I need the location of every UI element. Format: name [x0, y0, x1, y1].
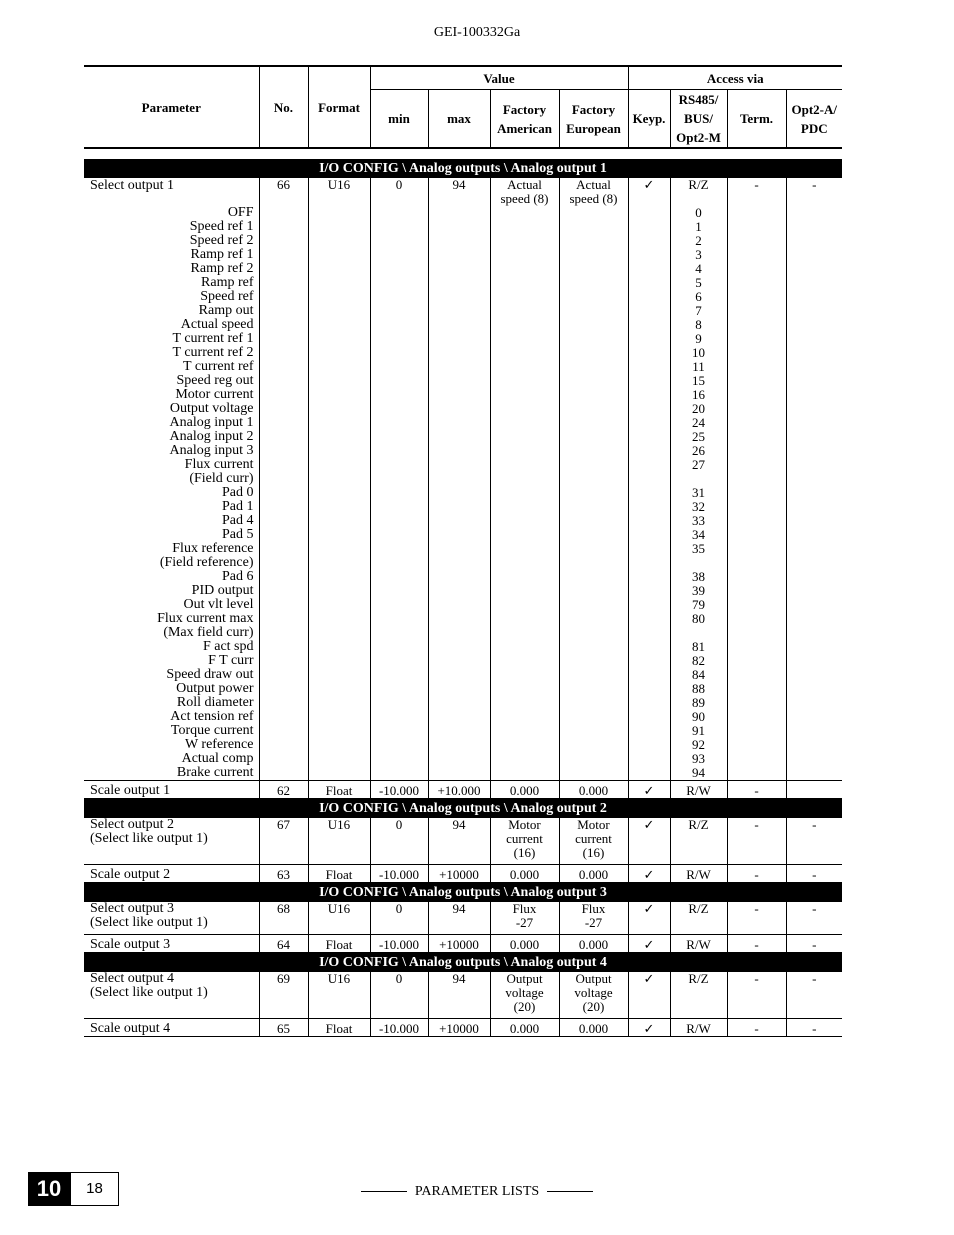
enum-option-label: Pad 1	[222, 499, 254, 514]
param-term: -	[727, 178, 786, 781]
param-min: -10.000	[370, 865, 428, 883]
param-term: -	[727, 972, 786, 1019]
enum-option-label: Analog input 1	[169, 415, 254, 430]
param-name-note: (Select like output 1)	[90, 831, 208, 846]
param-name: Select output 4	[90, 971, 174, 986]
param-factory-european: 0.000	[559, 781, 628, 799]
header-min: min	[370, 90, 428, 149]
param-factory-american: 0.000	[490, 1019, 559, 1037]
param-format: Float	[308, 781, 370, 799]
enum-option-label: Ramp ref	[201, 275, 254, 290]
enum-option-label: Output voltage	[169, 401, 254, 416]
param-min: 0	[370, 972, 428, 1019]
enum-option-value: 2	[695, 233, 702, 248]
enum-option-label: Pad 6	[222, 569, 254, 584]
enum-option-label: Speed reg out	[176, 373, 254, 388]
table-row	[84, 902, 842, 935]
param-no: 64	[259, 935, 308, 953]
enum-option-value	[671, 556, 727, 570]
header-factory-european	[559, 90, 628, 149]
param-name-cell	[84, 972, 259, 1019]
param-opt2	[786, 781, 842, 799]
enum-option-value: 84	[692, 667, 705, 682]
table-row	[84, 935, 842, 953]
enum-option-label: Analog input 2	[169, 429, 254, 444]
enum-option-label: W reference	[184, 737, 254, 752]
enum-option-value: 3	[695, 247, 702, 262]
enum-option-value: 81	[692, 639, 705, 654]
factory-american-line2: speed (8)	[500, 191, 549, 206]
section-title: I/O CONFIG \ Analog outputs \ Analog output 4	[84, 953, 842, 973]
enum-option-value: 11	[692, 359, 705, 374]
param-rs485: R/W	[670, 935, 727, 953]
param-format: U16	[308, 178, 370, 781]
param-name: Scale output 2	[84, 865, 259, 883]
param-opt2: -	[786, 902, 842, 935]
table-row	[84, 818, 842, 865]
header-value: Value	[370, 66, 628, 90]
section-title-row	[84, 799, 842, 819]
enum-option-value: 1	[695, 219, 702, 234]
parameter-table-container	[84, 65, 842, 1037]
enum-option-value: 10	[692, 345, 705, 360]
enum-option-label: Roll diameter	[176, 695, 254, 710]
enum-option-value: 25	[692, 429, 705, 444]
enum-option-label: Out vlt level	[183, 597, 254, 612]
param-keypad: ✓	[628, 865, 670, 883]
param-term: -	[727, 818, 786, 865]
param-format: Float	[308, 935, 370, 953]
param-rs485: R/Z	[670, 972, 727, 1019]
param-term: -	[727, 781, 786, 799]
param-max: 94	[428, 818, 490, 865]
param-format: U16	[308, 818, 370, 865]
param-factory-american: 0.000	[490, 865, 559, 883]
enum-option-label: Speed ref 1	[189, 219, 254, 234]
param-name: Scale output 3	[84, 935, 259, 953]
enum-option-value: 89	[692, 695, 705, 710]
enum-option-value: 93	[692, 751, 705, 766]
param-rs485: R/Z	[670, 902, 727, 935]
enum-option-value	[671, 472, 727, 486]
table-row	[84, 178, 842, 781]
param-no: 68	[259, 902, 308, 935]
factory-american-line2: voltage	[505, 985, 544, 1000]
page-number: 18	[70, 1172, 119, 1206]
param-term: -	[727, 935, 786, 953]
param-name-cell	[84, 902, 259, 935]
param-factory-european: 0.000	[559, 1019, 628, 1037]
param-factory-american: 0.000	[490, 781, 559, 799]
param-keypad: ✓	[628, 818, 670, 865]
param-min: -10.000	[370, 935, 428, 953]
factory-european-line2: -27	[584, 915, 603, 930]
enum-option-value: 16	[692, 387, 705, 402]
param-name: Select output 3	[90, 901, 174, 916]
param-keypad: ✓	[628, 935, 670, 953]
enum-option-label: Analog input 3	[169, 443, 254, 458]
param-term: -	[727, 1019, 786, 1037]
param-factory-european: 0.000	[559, 865, 628, 883]
header-factory-european-line2: European	[566, 120, 621, 136]
param-no: 67	[259, 818, 308, 865]
document-id: GEI-100332Ga	[433, 25, 521, 40]
header-rs485-line2: BUS/	[684, 111, 713, 126]
enum-option-value: 7	[695, 303, 702, 318]
enum-option-label: Ramp out	[198, 303, 254, 318]
enum-option-value: 5	[695, 275, 702, 290]
enum-option-label: (Max field curr)	[163, 625, 254, 640]
param-name-note: (Select like output 1)	[90, 985, 208, 1000]
enum-option-label: (Field reference)	[159, 555, 254, 570]
param-keypad: ✓	[628, 1019, 670, 1037]
param-no: 62	[259, 781, 308, 799]
enum-option-value: 39	[692, 583, 705, 598]
param-factory-american	[490, 902, 559, 935]
param-opt2: -	[786, 178, 842, 781]
header-access-via: Access via	[628, 66, 842, 90]
enum-option-label: Actual comp	[181, 751, 254, 766]
footer-section-title	[0, 1184, 954, 1200]
enum-option-label: F act spd	[202, 639, 254, 654]
param-no: 66	[259, 178, 308, 781]
enum-option-value: 34	[692, 527, 705, 542]
param-factory-american	[490, 178, 559, 781]
factory-european-line2: voltage	[574, 985, 613, 1000]
enum-option-label: Brake current	[176, 765, 254, 780]
param-no: 69	[259, 972, 308, 1019]
enum-option-label: Flux current	[184, 457, 254, 472]
enum-option-value: 33	[692, 513, 705, 528]
enum-option-value: 80	[692, 611, 705, 626]
enum-option-label: Pad 5	[222, 527, 254, 542]
param-opt2: -	[786, 972, 842, 1019]
enum-option-value: 38	[692, 569, 705, 584]
enum-option-label: Pad 4	[222, 513, 254, 528]
factory-european-line3: (16)	[582, 845, 605, 860]
header-opt2-line1: Opt2-A/	[791, 101, 837, 117]
enum-option-label: (Field curr)	[189, 471, 254, 486]
param-min: -10.000	[370, 1019, 428, 1037]
enum-option-value: 27	[692, 457, 705, 472]
header-term: Term.	[727, 90, 786, 149]
param-opt2: -	[786, 865, 842, 883]
enum-option-value: 31	[692, 485, 705, 500]
enum-option-label: OFF	[227, 205, 254, 220]
param-factory-european	[559, 902, 628, 935]
param-rs485: R/W	[670, 781, 727, 799]
param-keypad: ✓	[628, 781, 670, 799]
table-row	[84, 865, 842, 883]
factory-european-line2: current	[575, 831, 612, 846]
enum-option-label: F T curr	[208, 653, 254, 668]
enum-option-label: PID output	[191, 583, 254, 598]
enum-option-label: Speed draw out	[166, 667, 254, 682]
enum-option-label: Speed ref	[200, 289, 254, 304]
param-max: +10000	[428, 1019, 490, 1037]
footer-section-label: PARAMETER LISTS	[414, 1184, 540, 1199]
enum-option-value: 82	[692, 653, 705, 668]
enum-option-value: 4	[695, 261, 702, 276]
param-rs485: R/W	[670, 865, 727, 883]
header-no: No.	[259, 66, 308, 148]
factory-american-line1: Flux	[512, 901, 537, 916]
header-keypad: Keyp.	[628, 90, 670, 149]
param-format: U16	[308, 972, 370, 1019]
param-min: 0	[370, 178, 428, 781]
section-title: I/O CONFIG \ Analog outputs \ Analog output 3	[84, 883, 842, 903]
param-max: 94	[428, 902, 490, 935]
param-keypad: ✓	[628, 178, 670, 781]
factory-american-line2: -27	[515, 915, 534, 930]
enum-option-label: Speed ref 2	[189, 233, 254, 248]
param-max: 94	[428, 178, 490, 781]
enum-option-value: 32	[692, 499, 705, 514]
factory-american-line2: current	[506, 831, 543, 846]
enum-option-label: Ramp ref 1	[190, 247, 254, 262]
param-max: 94	[428, 972, 490, 1019]
enum-option-label: T current ref 1	[172, 331, 254, 346]
param-name-note: (Select like output 1)	[90, 915, 208, 930]
parameter-table	[84, 65, 842, 1037]
enum-option-value	[671, 626, 727, 640]
param-factory-european: 0.000	[559, 935, 628, 953]
footer-rule-left	[361, 1191, 407, 1192]
param-factory-european	[559, 178, 628, 781]
param-factory-american	[490, 818, 559, 865]
section-title-row	[84, 159, 842, 178]
param-max: +10000	[428, 865, 490, 883]
param-max: +10.000	[428, 781, 490, 799]
header-factory-american	[490, 90, 559, 149]
section-title: I/O CONFIG \ Analog outputs \ Analog output 1	[84, 159, 842, 178]
header-gap	[84, 148, 842, 159]
param-rs485: R/Z	[688, 177, 709, 192]
param-no: 63	[259, 865, 308, 883]
header-opt2	[786, 90, 842, 149]
param-max: +10000	[428, 935, 490, 953]
enum-option-value: 24	[692, 415, 705, 430]
footer-rule-right	[547, 1191, 593, 1192]
enum-option-value: 8	[695, 317, 702, 332]
param-no: 65	[259, 1019, 308, 1037]
table-row	[84, 1019, 842, 1037]
enum-option-label: Act tension ref	[170, 709, 254, 724]
param-min: 0	[370, 902, 428, 935]
param-name: Select output 1	[90, 178, 174, 193]
enum-label-list	[90, 206, 259, 780]
enum-option-value: 26	[692, 443, 705, 458]
enum-option-label: Ramp ref 2	[190, 261, 254, 276]
param-rs485: R/Z	[670, 818, 727, 865]
param-factory-european	[559, 972, 628, 1019]
enum-option-value: 90	[692, 709, 705, 724]
enum-option-label: T current ref 2	[172, 345, 254, 360]
header-format: Format	[308, 66, 370, 148]
enum-option-value: 35	[692, 541, 705, 556]
chapter-number: 10	[28, 1172, 70, 1206]
enum-option-value: 6	[695, 289, 702, 304]
factory-american-line3: (20)	[513, 999, 536, 1014]
param-factory-european	[559, 818, 628, 865]
param-factory-american	[490, 972, 559, 1019]
param-opt2: -	[786, 935, 842, 953]
param-name: Scale output 4	[84, 1019, 259, 1037]
factory-european-line1: Actual	[576, 177, 611, 192]
enum-option-value: 0	[695, 205, 702, 220]
enum-option-label: T current ref	[183, 359, 254, 374]
factory-european-line1: Motor	[577, 817, 610, 832]
param-term: -	[727, 865, 786, 883]
table-row	[84, 972, 842, 1019]
param-keypad: ✓	[628, 902, 670, 935]
factory-european-line1: Output	[575, 971, 612, 986]
param-term: -	[727, 902, 786, 935]
factory-american-line3: (16)	[513, 845, 536, 860]
section-title-row	[84, 883, 842, 903]
enum-option-label: Output power	[176, 681, 254, 696]
header-opt2-line2: PDC	[800, 120, 828, 136]
section-title-row	[84, 953, 842, 973]
param-factory-american: 0.000	[490, 935, 559, 953]
header-factory-american-line2: American	[497, 120, 552, 136]
header-max: max	[428, 90, 490, 149]
enum-option-value: 20	[692, 401, 705, 416]
table-header	[84, 66, 842, 148]
enum-option-label: Pad 0	[222, 485, 254, 500]
factory-american-line1: Motor	[508, 817, 541, 832]
param-name: Select output 2	[90, 817, 174, 832]
enum-option-value: 9	[695, 331, 702, 346]
param-opt2: -	[786, 818, 842, 865]
enum-option-label: Flux current max	[157, 611, 254, 626]
param-format: Float	[308, 865, 370, 883]
param-format: Float	[308, 1019, 370, 1037]
enum-option-value: 88	[692, 681, 705, 696]
param-format: U16	[308, 902, 370, 935]
factory-european-line3: (20)	[582, 999, 605, 1014]
enum-option-value: 15	[692, 373, 705, 388]
factory-american-line1: Actual	[507, 177, 542, 192]
enum-value-list	[671, 206, 727, 780]
header-rs485-line1: RS485/	[678, 92, 719, 107]
section-title: I/O CONFIG \ Analog outputs \ Analog output 2	[84, 799, 842, 819]
header-rs485	[670, 90, 727, 149]
enum-option-label: Torque current	[170, 723, 254, 738]
param-rs485: R/W	[670, 1019, 727, 1037]
enum-option-label: Motor current	[175, 387, 254, 402]
enum-option-value: 79	[692, 597, 705, 612]
table-row	[84, 781, 842, 799]
param-min: -10.000	[370, 781, 428, 799]
header-rs485-line3: Opt2-M	[676, 130, 721, 145]
enum-option-label: Actual speed	[180, 317, 254, 332]
enum-option-label: Flux reference	[172, 541, 254, 556]
factory-european-line2: speed (8)	[569, 191, 618, 206]
header-parameter: Parameter	[84, 66, 259, 148]
enum-option-value: 91	[692, 723, 705, 738]
param-keypad: ✓	[628, 972, 670, 1019]
param-opt2: -	[786, 1019, 842, 1037]
factory-american-line1: Output	[506, 971, 543, 986]
enum-option-value: 94	[692, 765, 705, 780]
enum-option-value: 92	[692, 737, 705, 752]
param-name-cell	[84, 818, 259, 865]
param-rs485-cell	[670, 178, 727, 781]
header-factory-american-line1: Factory	[502, 101, 547, 117]
param-name-cell	[84, 178, 259, 781]
header-factory-european-line1: Factory	[571, 101, 616, 117]
param-name: Scale output 1	[84, 781, 259, 799]
param-min: 0	[370, 818, 428, 865]
factory-european-line1: Flux	[581, 901, 606, 916]
